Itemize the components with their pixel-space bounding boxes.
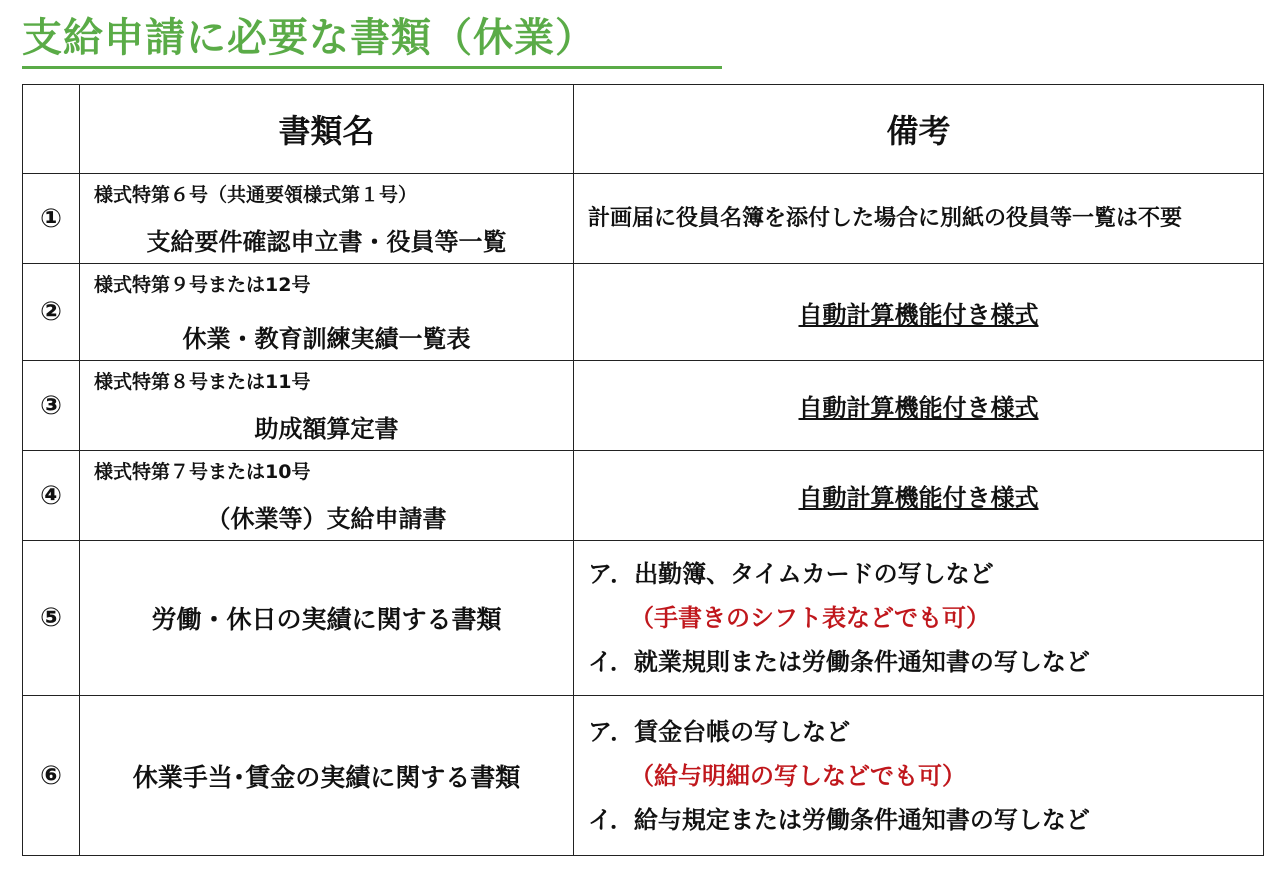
document-name-cell (80, 264, 574, 361)
note-list (574, 548, 1263, 688)
auto-calc-form-link[interactable]: 自動計算機能付き様式 (798, 394, 1039, 422)
required-documents-table (22, 84, 1264, 856)
note-text: 計画届に役員名簿を添付した場合に別紙の役員等一覧は不要 (588, 205, 1183, 231)
note-item: ア．出勤簿、タイムカードの写しなど (588, 560, 994, 588)
row-number: ① (23, 174, 80, 264)
table-row (23, 541, 1264, 696)
note-list (574, 706, 1263, 846)
note-item: イ．給与規定または労働条件通知書の写しなど (588, 805, 1090, 834)
form-code: 様式特第６号（共通要領様式第１号） (94, 184, 418, 206)
note-cell (574, 541, 1264, 696)
document-name-cell (80, 361, 574, 451)
document-name: 支給要件確認申立書・役員等一覧 (146, 228, 507, 256)
table-row (23, 174, 1264, 264)
note-item: イ．就業規則または労働条件通知書の写しなど (588, 648, 1090, 676)
note-cell (574, 264, 1264, 361)
table-row (23, 361, 1264, 451)
form-code: 様式特第７号または10号 (94, 461, 311, 483)
table-row (23, 264, 1264, 361)
row-number: ④ (23, 451, 80, 541)
note-cell (574, 451, 1264, 541)
note-cell (574, 696, 1264, 856)
header-number (23, 85, 80, 174)
note-item: ア．賃金台帳の写しなど (588, 717, 851, 746)
note-item-highlight: （給与明細の写しなどでも可） (630, 761, 966, 790)
note-cell (574, 361, 1264, 451)
auto-calc-form-link[interactable]: 自動計算機能付き様式 (798, 484, 1039, 512)
page-title: 支給申請に必要な書類（休業） (22, 15, 596, 61)
form-code: 様式特第９号または12号 (94, 274, 311, 296)
table-row (23, 451, 1264, 541)
title-underline (22, 66, 722, 69)
note-cell (574, 174, 1264, 264)
document-name: 休業手当･賃金の実績に関する書類 (80, 696, 574, 856)
document-name: （休業等）支給申請書 (206, 505, 447, 533)
document-name: 休業・教育訓練実績一覧表 (182, 325, 471, 353)
row-number: ⑥ (23, 696, 80, 856)
auto-calc-form-link[interactable]: 自動計算機能付き様式 (798, 300, 1039, 329)
table-row (23, 696, 1264, 856)
header-document-name: 書類名 (80, 85, 574, 174)
row-number: ② (23, 264, 80, 361)
document-name-cell (80, 451, 574, 541)
document-name: 助成額算定書 (254, 415, 399, 443)
header-note: 備考 (574, 85, 1264, 174)
row-number: ⑤ (23, 541, 80, 696)
document-name-cell (80, 174, 574, 264)
note-item-highlight: （手書きのシフト表などでも可） (630, 604, 990, 632)
document-name: 労働・休日の実績に関する書類 (80, 541, 574, 696)
form-code: 様式特第８号または11号 (94, 371, 311, 393)
table-header-row (23, 85, 1264, 174)
row-number: ③ (23, 361, 80, 451)
